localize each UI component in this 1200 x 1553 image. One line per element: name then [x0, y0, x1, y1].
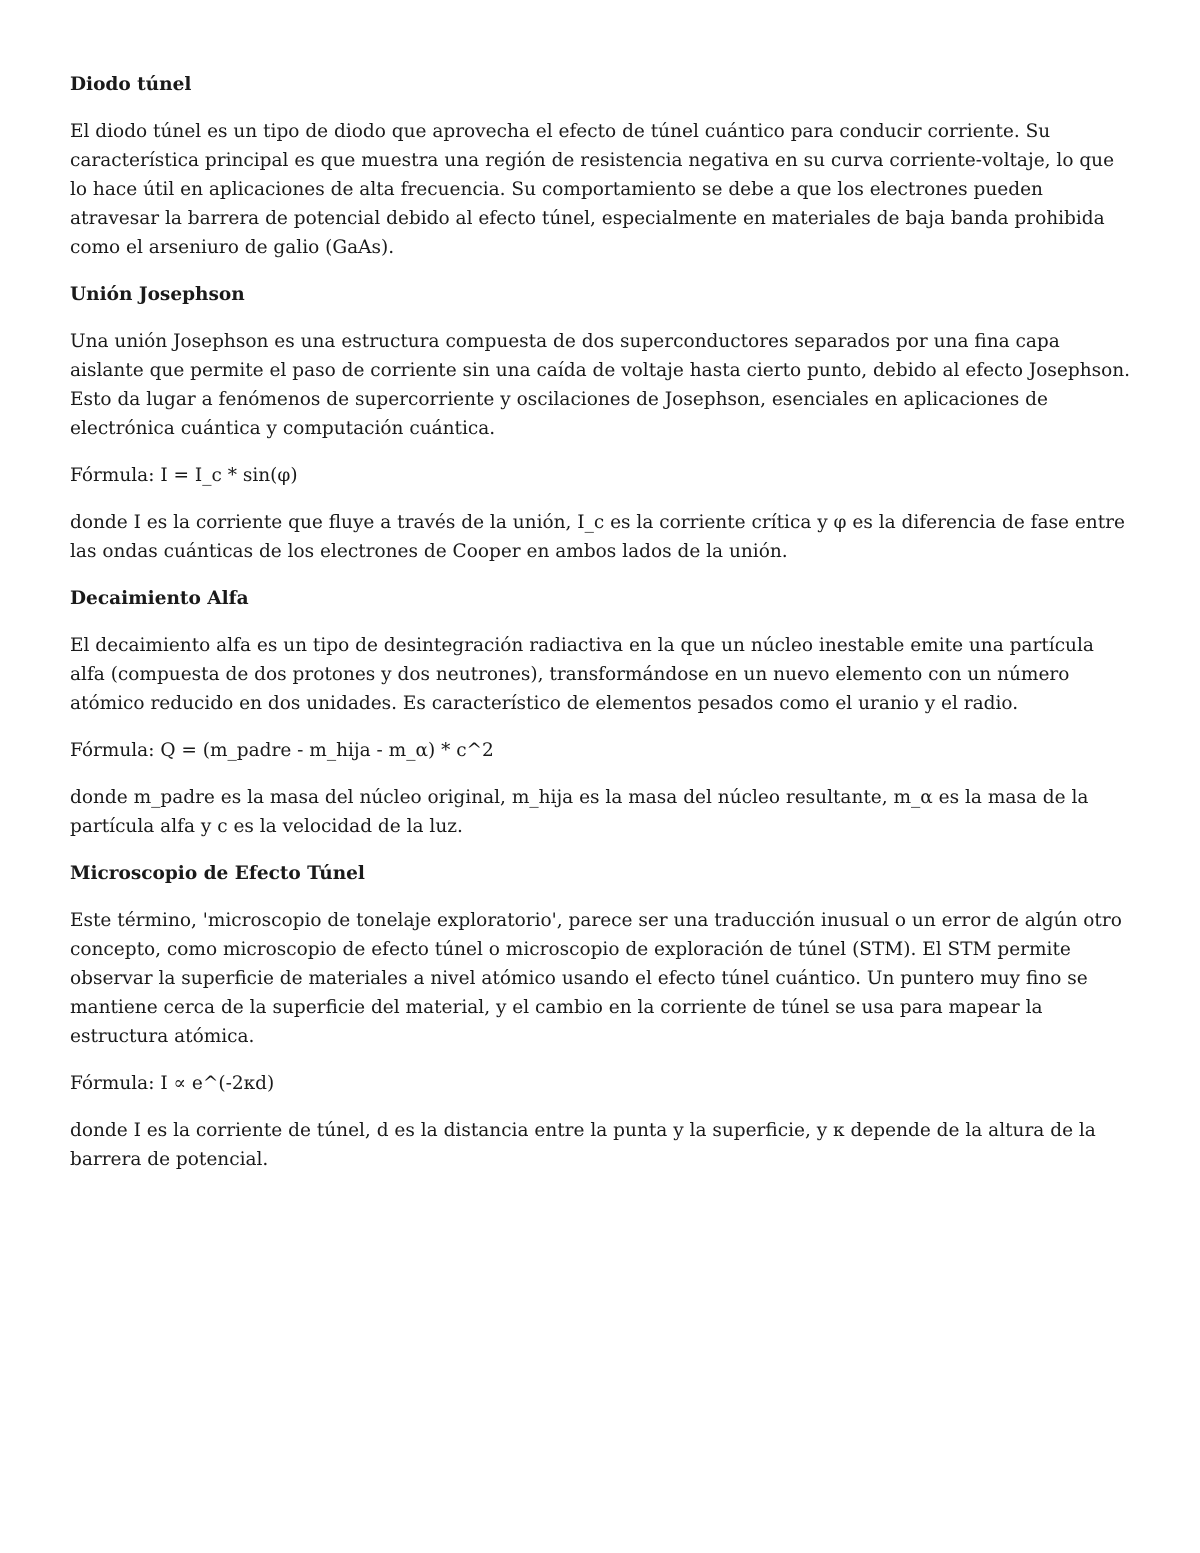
- paragraph-microscopio: Este término, 'microscopio de tonelaje exploratorio', parece ser una traducción inusual o un error de algún otro concepto, como microscopio de efecto túnel o microscopio de exploración de túnel (STM). El STM permite observar la superficie de materiales a nivel atómico usando el efecto túnel cuántico. Un puntero muy fino se mantiene cerca de la superficie del material, y el cambio en la corriente de túnel se usa para mapear la estructura atómica.: [70, 910, 1122, 1047]
- paragraph-union-josephson: Una unión Josephson es una estructura compuesta de dos superconductores separados por una fina capa aislante que permite el paso de corriente sin una caída de voltaje hasta cierto punto, debido al efecto Josephson. Esto da lugar a fenómenos de supercorriente y oscilaciones de Josephson, esenciales en aplicaciones de electrónica cuántica y computación cuántica.: [70, 331, 1131, 439]
- formula-union-josephson: Fórmula: I = I_c * sin(φ): [70, 465, 298, 486]
- explanation-union-josephson: donde I es la corriente que fluye a través de la unión, I_c es la corriente crítica y φ es la diferencia de fase entre las ondas cuánticas de los electrones de Cooper en ambos lados de la unión.: [70, 512, 1125, 562]
- paragraph-decaimiento-alfa: El decaimiento alfa es un tipo de desintegración radiactiva en la que un núcleo inestable emite una partícula alfa (compuesta de dos protones y dos neutrones), transformándose en un nuevo elemento con un número atómico reducido en dos unidades. Es característico de elementos pesados como el uranio y el radio.: [70, 635, 1094, 714]
- formula-decaimiento-alfa: Fórmula: Q = (m_padre - m_hija - m_α) * c^2: [70, 740, 494, 761]
- section-heading-microscopio: Microscopio de Efecto Túnel: [70, 863, 365, 884]
- paragraph-diodo-tunel: El diodo túnel es un tipo de diodo que aprovecha el efecto de túnel cuántico para conducir corriente. Su característica principal es que muestra una región de resistencia negativa en su curva corriente-voltaje, lo que lo hace útil en aplicaciones de alta frecuencia. Su comportamiento se debe a que los electrones pueden atravesar la barrera de potencial debido al efecto túnel, especialmente en materiales de baja banda prohibida como el arseniuro de galio (GaAs).: [70, 121, 1115, 258]
- section-heading-diodo-tunel: Diodo túnel: [70, 74, 192, 95]
- section-heading-decaimiento-alfa: Decaimiento Alfa: [70, 588, 249, 609]
- explanation-microscopio: donde I es la corriente de túnel, d es la distancia entre la punta y la superficie, y κ depende de la altura de la barrera de potencial.: [70, 1120, 1096, 1170]
- section-heading-union-josephson: Unión Josephson: [70, 284, 245, 305]
- document-page: [70, 66, 1132, 1192]
- explanation-decaimiento-alfa: donde m_padre es la masa del núcleo original, m_hija es la masa del núcleo resultante, m_α es la masa de la partícula alfa y c es la velocidad de la luz.: [70, 787, 1089, 837]
- formula-microscopio: Fórmula: I ∝ e^(-2κd): [70, 1073, 275, 1094]
